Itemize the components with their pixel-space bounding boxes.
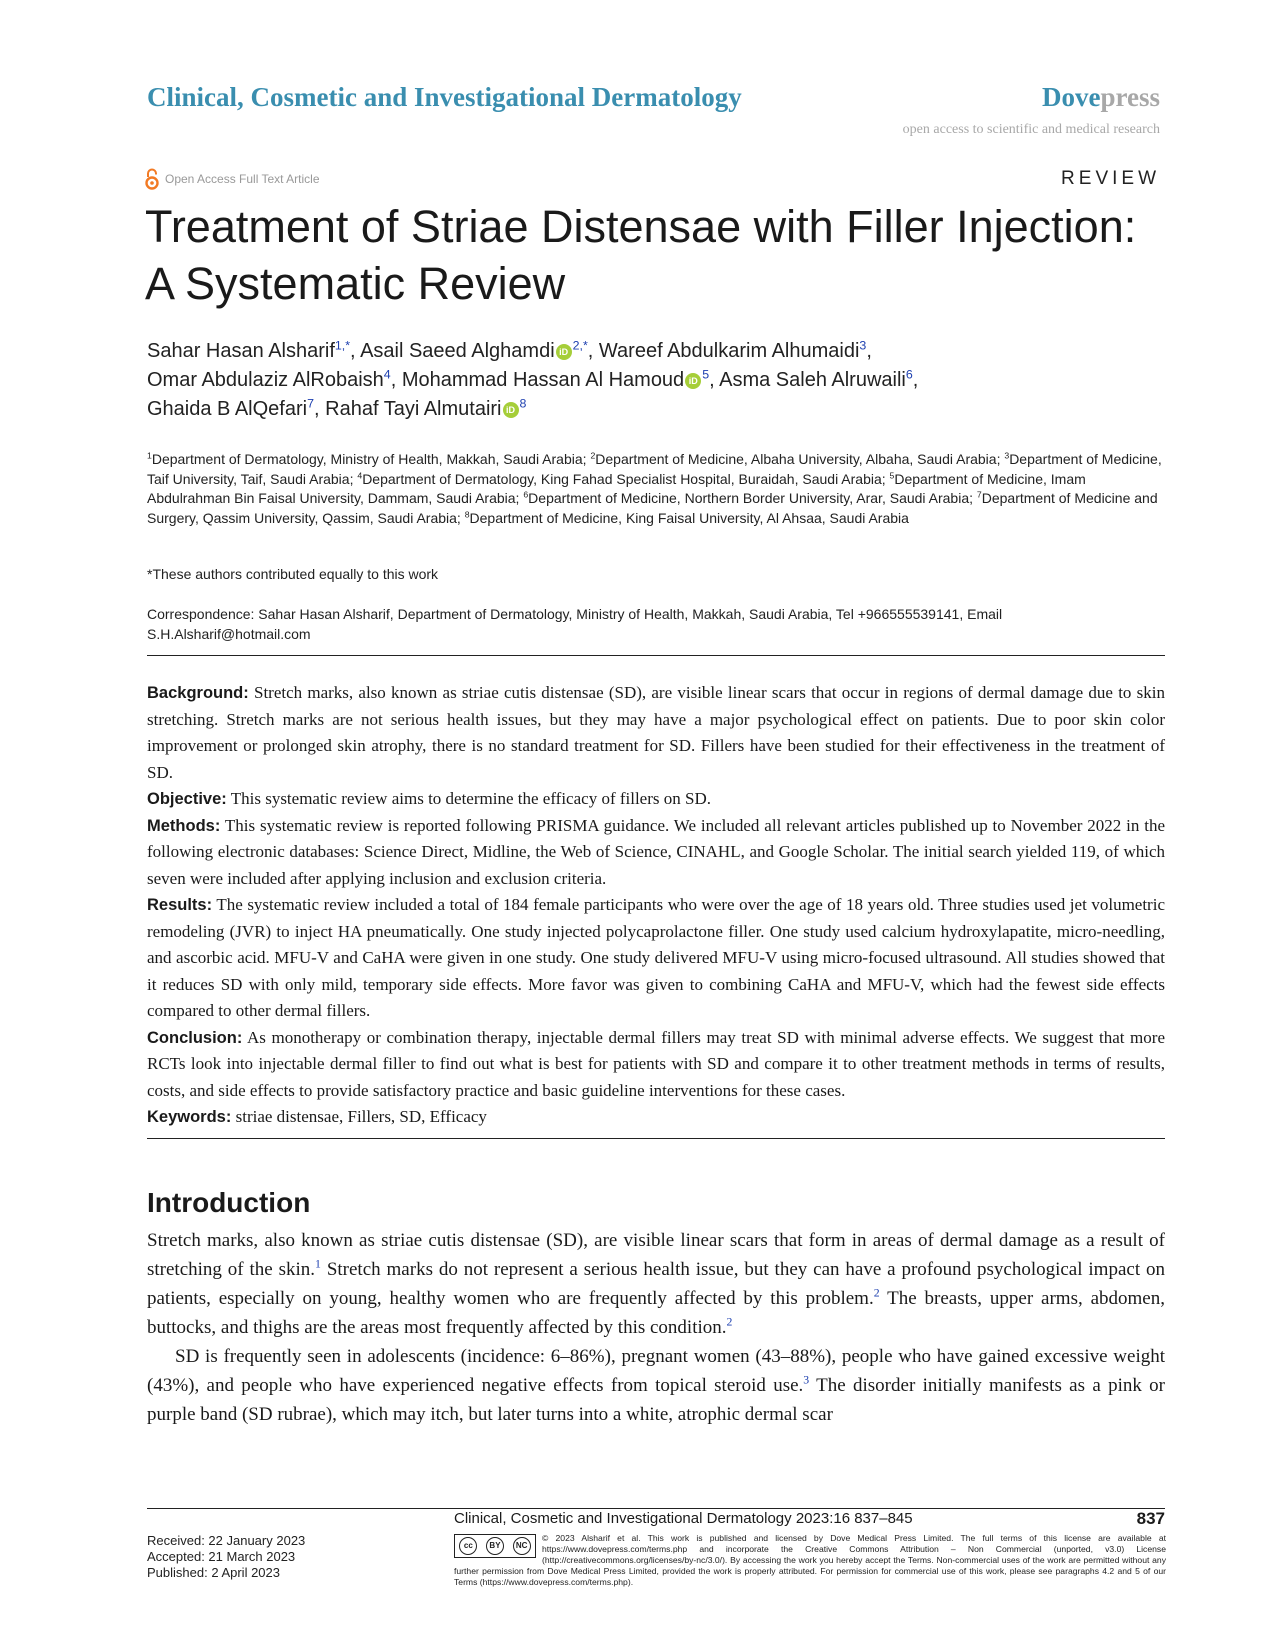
article-dates: [147, 1533, 305, 1581]
open-access-label: [145, 168, 320, 190]
published-date: Published: 2 April 2023: [147, 1565, 280, 1580]
author-affiliation-marker[interactable]: 8: [519, 396, 527, 411]
author-name: Mohammad Hassan Al Hamoud: [401, 369, 685, 391]
affiliation-number: 5: [889, 469, 895, 480]
accepted-date: Accepted: 21 March 2023: [147, 1549, 296, 1564]
author-affiliation-marker[interactable]: 1,*: [334, 338, 351, 353]
footer-citation: Clinical, Cosmetic and Investigational Dermatology 2023:16 837–845: [454, 1510, 913, 1527]
article-title-line-1: Treatment of Striae Distensae with Filler Injection:: [145, 201, 1137, 252]
abstract-section-text: This systematic review aims to determine the efficacy of fillers on SD.: [226, 789, 711, 808]
citation-link[interactable]: 2: [873, 1286, 880, 1300]
received-date: Received: 22 January 2023: [147, 1533, 306, 1548]
affiliation-number: 6: [523, 489, 529, 500]
affiliation-number: 8: [464, 508, 470, 519]
abstract-section-label: Results:: [147, 896, 213, 914]
section-heading-introduction: Introduction: [147, 1187, 311, 1218]
cc-by-icon: BY: [486, 1537, 504, 1555]
author-name: Omar Abdulaziz AlRobaish: [147, 369, 384, 391]
citation-link[interactable]: 1: [315, 1257, 321, 1271]
divider-bottom: [147, 1138, 1165, 1139]
introduction-text: Stretch marks, also known as striae cutis distensae (SD), are visible linear scars that form in areas of dermal damage as a result of stretching of the skin.: [147, 1230, 1165, 1280]
abstract-section-label: Conclusion:: [147, 1028, 243, 1047]
introduction-text: SD is frequently seen in adolescents (incidence: 6–86%), pregnant women (43–88%), people who have gained excessive weight (43%), and people who have experienced negative effects from topical steroid use.: [147, 1346, 1165, 1396]
abstract-section: [147, 786, 1165, 813]
affiliation-text: Department of Medicine, Albaha University, Albaha, Saudi Arabia;: [595, 451, 1005, 467]
publisher-logo-main: Dove: [1042, 82, 1101, 112]
author-name: Asma Saleh Alruwaili: [719, 369, 906, 391]
author-affiliation-marker[interactable]: 2,*: [572, 338, 588, 353]
affiliation-text: Department of Dermatology, Ministry of Health, Makkah, Saudi Arabia;: [151, 451, 591, 467]
introduction-text: The breasts, upper arms, abdomen, buttocks, and thighs are the areas most frequently affected by this condition.: [147, 1288, 1165, 1338]
author-name: Ghaida B AlQefari: [147, 398, 308, 420]
abstract-section: [147, 892, 1165, 1025]
footer-divider: [147, 1508, 1165, 1509]
license-notice: [454, 1533, 1166, 1588]
author-affiliation-marker[interactable]: 4: [383, 367, 391, 382]
introduction-text: The disorder initially manifests as a pink or purple band (SD rubrae), which may itch, but later turns into a white, atrophic dermal scar: [147, 1375, 1165, 1425]
abstract-section: [147, 1025, 1165, 1105]
publisher-logo: [1042, 82, 1160, 113]
abstract-section-text: striae distensae, Fillers, SD, Efficacy: [231, 1107, 487, 1126]
orcid-icon[interactable]: iD: [685, 373, 701, 389]
abstract-section: [147, 1104, 1165, 1131]
divider-top: [147, 655, 1165, 656]
orcid-icon[interactable]: iD: [556, 344, 572, 360]
introduction-paragraph-1: [147, 1226, 1165, 1342]
author-name: Wareef Abdulkarim Alhumaidi: [598, 340, 860, 362]
author-affiliation-marker[interactable]: 5: [702, 367, 710, 382]
cc-nc-icon: NC: [513, 1537, 531, 1555]
orcid-icon[interactable]: iD: [503, 402, 519, 418]
affiliations: [147, 450, 1165, 528]
introduction-paragraph-2: [147, 1342, 1165, 1429]
cc-icon: cc: [459, 1537, 477, 1555]
abstract-section-label: Background:: [147, 684, 249, 702]
abstract-section-text: As monotherapy or combination therapy, injectable dermal fillers may treat SD with minimal adverse effects. We suggest that more RCTs look into injectable dermal filler to find out what is best for patients with SD and compare it to other treatment methods in terms of results, costs, and side effects to provide satisfactory practice and basic guideline interventions for these cases.: [147, 1027, 1165, 1100]
affiliation-number: 2: [590, 450, 596, 461]
author-list: Sahar Hasan Alsharif$^{1,*}$, Asail Saeed Alghamdi iD $^{2,*}$, Wareef Abdulkarim Alhumaidi$^3$, Omar Abdulaziz AlRobaish$^4$, Mohammad Hassan Al Hamoud iD $^5$, Asma Saleh Alruwaili$^6$, Ghaida B AlQefari$^7$, Rahaf Tayi Almutairi iD $^8$: [147, 338, 919, 420]
page-number: 837: [1136, 1509, 1165, 1528]
affiliation-number: 7: [976, 489, 982, 500]
cc-license-badge: [454, 1534, 536, 1558]
article-title: [145, 198, 1165, 312]
abstract-section-label: Methods:: [147, 816, 221, 835]
journal-title: Clinical, Cosmetic and Investigational Dermatology: [147, 82, 742, 112]
author-name: Rahaf Tayi Almutairi: [325, 398, 502, 420]
abstract-section-label: Keywords:: [147, 1108, 232, 1126]
introduction-body: [147, 1226, 1165, 1429]
license-text: © 2023 Alsharif et al. This work is published and licensed by Dove Medical Press Limited. The full terms of this license are available at https://www.dovepress.com/terms.php and incorporate the Creative Commons Attribution – Non Commercial (unported, v3.0) License (http://creativecommons.org/licenses/by-nc/3.0/). By accessing the work you hereby accept the Terms. Non-commercial uses of the work are permitted without any further permission from Dove Medical Press Limited, provided the work is properly attributed. For permission for commercial use of this work, please see paragraphs 4.2 and 5 of our Terms (https://www.dovepress.com/terms.php).: [454, 1533, 1166, 1587]
affiliation-text: Department of Medicine, Taif University, Taif, Saudi Arabia;: [147, 451, 1162, 487]
open-access-lock-icon: [145, 168, 159, 190]
author-affiliation-marker[interactable]: 3: [859, 338, 867, 353]
author-name: Sahar Hasan Alsharif: [147, 340, 335, 362]
publisher-logo-tail: press: [1100, 82, 1160, 112]
affiliation-number: 3: [1004, 450, 1010, 461]
abstract: [147, 680, 1165, 1131]
abstract-section: [147, 680, 1165, 786]
correspondence: Correspondence: Sahar Hasan Alsharif, Department of Dermatology, Ministry of Health, Makkah, Saudi Arabia, Tel +966555539141, Email S.H.Alsharif@hotmail.com: [147, 606, 1003, 642]
publisher-tagline: open access to scientific and medical research: [902, 122, 1160, 137]
abstract-section-text: This systematic review is reported following PRISMA guidance. We included all relevant articles published up to November 2022 in the following electronic databases: Science Direct, Midline, the Web of Science, CINAHL, and Google Scholar. The initial search yielded 119, of which seven were included after applying inclusion and exclusion criteria.: [147, 815, 1165, 888]
affiliation-number: 1: [147, 450, 152, 461]
open-access-text: Open Access Full Text Article: [165, 172, 320, 186]
introduction-text: Stretch marks do not represent a serious health issue, but they can have a profound psychological impact on patients, especially on young, healthy women who are frequently affected by this problem.: [147, 1259, 1165, 1309]
citation-link[interactable]: 2: [726, 1315, 733, 1329]
citation-link[interactable]: 3: [803, 1373, 810, 1387]
abstract-section-text: Stretch marks, also known as striae cutis distensae (SD), are visible linear scars that occur in regions of dermal damage due to skin stretching. Stretch marks are not serious health issues, but they may have a major psychological effect on patients. Due to poor skin color improvement or prolonged skin atrophy, there is no standard treatment for SD. Fillers have been studied for their effectiveness in the treatment of SD.: [147, 683, 1165, 782]
author-name: Asail Saeed Alghamdi: [360, 340, 555, 362]
equal-contribution-note: *These authors contributed equally to this work: [147, 566, 439, 582]
author-affiliation-marker[interactable]: 7: [307, 396, 314, 411]
article-type: REVIEW: [1061, 168, 1160, 189]
affiliation-text: Department of Medicine, Northern Border University, Arar, Saudi Arabia;: [528, 490, 977, 506]
affiliation-number: 4: [357, 469, 363, 480]
article-title-line-2: A Systematic Review: [145, 258, 566, 309]
affiliation-text: Department of Medicine and Surgery, Qassim University, Qassim, Saudi Arabia;: [147, 490, 1158, 526]
abstract-section-label: Objective:: [147, 790, 227, 808]
author-affiliation-marker[interactable]: 6: [905, 367, 913, 382]
abstract-section-text: The systematic review included a total of 184 female participants who were over the age of 18 years old. Three studies used jet volumetric remodeling (JVR) to inject HA pneumatically. One study injected polycaprolactone filler. One study used calcium hydroxylapatite, micro-needling, and ascorbic acid. MFU-V and CaHA were given in one study. One study delivered MFU-V using micro-focused ultrasound. All studies showed that it reduces SD with only mild, temporary side effects. More favor was given to combining CaHA and MFU-V, which had the fewest side effects compared to other dermal fillers.: [147, 895, 1165, 1020]
abstract-section: [147, 813, 1165, 893]
affiliation-text: Department of Medicine, Imam Abdulrahman Bin Faisal University, Dammam, Saudi Arabia;: [147, 470, 1086, 506]
affiliation-text: Department of Dermatology, King Fahad Specialist Hospital, Buraidah, Saudi Arabia;: [362, 470, 890, 487]
affiliation-text: Department of Medicine, King Faisal University, Al Ahsaa, Saudi Arabia: [469, 509, 909, 526]
